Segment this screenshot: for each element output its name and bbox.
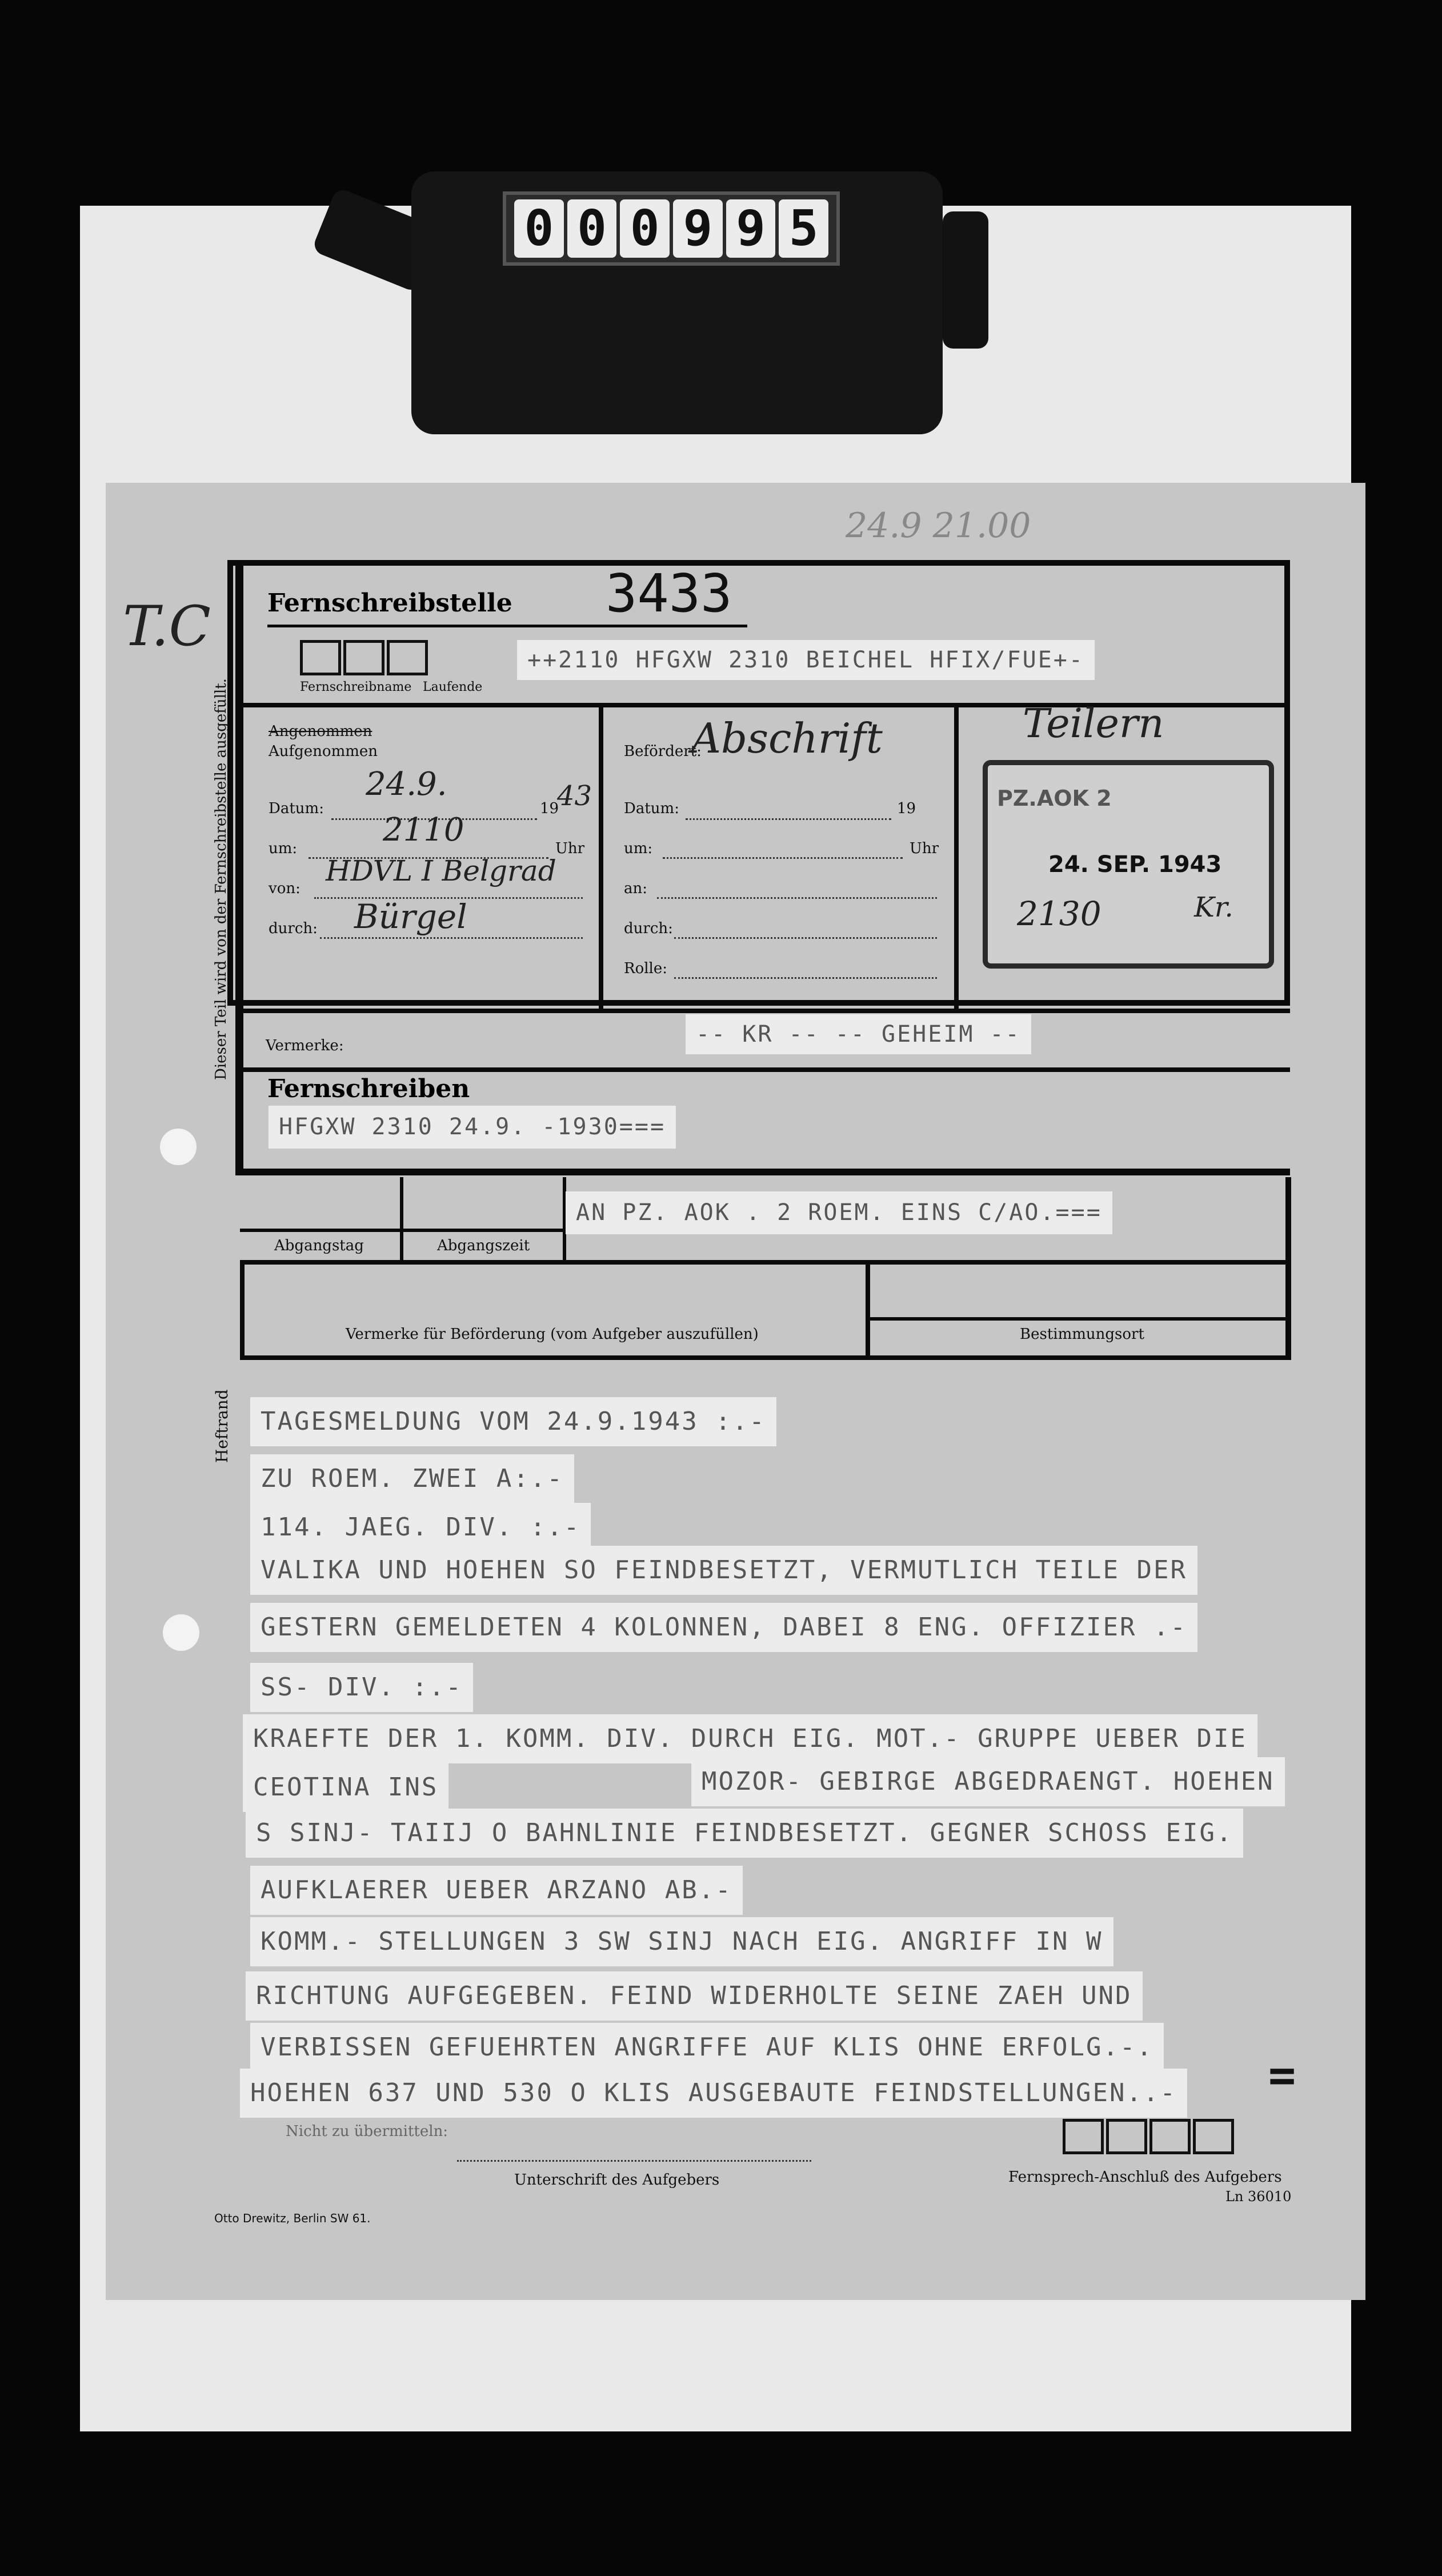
fernsprech-boxes <box>1063 2119 1236 2157</box>
fernsprech-label: Fernsprech-Anschluß des Aufgebers <box>1008 2169 1282 2186</box>
dotted-line <box>674 937 937 939</box>
fernschreiben-line: HFGXW 2310 24.9. -1930=== <box>269 1106 676 1149</box>
box-bottom <box>235 1169 1290 1175</box>
fwd-um-label: um: <box>624 840 653 857</box>
counter-digit: 9 <box>673 199 723 258</box>
end-mark: = <box>1268 2049 1296 2102</box>
dotted-line <box>320 937 583 939</box>
header-underline <box>267 625 747 627</box>
datum-value: 24.9. <box>366 766 447 803</box>
message-line: AUFKLAERER UEBER ARZANO AB.- <box>250 1866 743 1915</box>
phone-box <box>1106 2119 1147 2154</box>
counter-digit: 0 <box>514 199 564 258</box>
message-line: KOMM.- STELLUNGEN 3 SW SINJ NACH EIG. ANGRIFF IN W <box>250 1917 1113 1966</box>
fwd-rolle-label: Rolle: <box>624 960 668 977</box>
fwd-year-prefix: 19 <box>897 800 916 817</box>
counter-digit: 9 <box>726 199 776 258</box>
form-number: Ln 36010 <box>1225 2189 1292 2205</box>
fwd-an-label: an: <box>624 880 648 897</box>
punch-hole-upper <box>160 1129 197 1165</box>
header-number: 3433 <box>606 563 732 624</box>
angenommen-label: Angenommen <box>269 723 372 740</box>
durch-value: Bürgel <box>354 897 467 936</box>
col-divider <box>866 1260 870 1360</box>
left-margin-note: T.C <box>123 594 211 658</box>
datum-label: Datum: <box>269 800 324 817</box>
name-box <box>300 640 341 675</box>
stamp-handwritten-initials: Kr. <box>1194 891 1233 923</box>
durch-label: durch: <box>269 920 318 937</box>
vermerke-strip: -- KR -- -- GEHEIM -- <box>686 1014 1031 1054</box>
abgang-divider <box>400 1177 403 1263</box>
printer-credit: Otto Drewitz, Berlin SW 61. <box>214 2211 371 2225</box>
vermerke-befoerderung-label: Vermerke für Beförderung (vom Aufgeber auszufüllen) <box>346 1326 759 1343</box>
message-line: 114. JAEG. DIV. :.- <box>250 1503 591 1552</box>
befoerdert-value: Abschrift <box>691 714 883 762</box>
fernschreibname-boxes <box>300 640 430 678</box>
dotted-line <box>657 897 937 899</box>
row-divider <box>240 1260 1290 1265</box>
name-box <box>387 640 428 675</box>
stamp-line1: PZ.AOK 2 <box>997 786 1112 811</box>
row-divider <box>235 1009 1290 1013</box>
abgangstag-label: Abgangstag <box>274 1237 364 1254</box>
message-line: RICHTUNG AUFGEGEBEN. FEIND WIDERHOLTE SEINE ZAEH UND <box>246 1971 1143 2021</box>
counter-digit: 5 <box>779 199 828 258</box>
dotted-line <box>663 857 903 859</box>
col-divider <box>599 703 603 1011</box>
dotted-line <box>674 977 937 979</box>
row-divider <box>235 1067 1290 1072</box>
address-line: AN PZ. AOK . 2 ROEM. EINS C/AO.=== <box>566 1191 1112 1234</box>
heftrand-label: Heftrand <box>213 1389 231 1463</box>
laufende-label: Laufende <box>423 680 483 694</box>
abgangszeit-label: Abgangszeit <box>437 1237 530 1254</box>
um-value: 2110 <box>383 811 464 849</box>
counter-digit: 0 <box>567 199 617 258</box>
col-divider <box>954 703 959 1011</box>
um-label: um: <box>269 840 298 857</box>
phone-box <box>1063 2119 1104 2154</box>
stamp-handwritten-number: 2130 <box>1017 894 1101 933</box>
message-line: TAGESMELDUNG VOM 24.9.1943 :.- <box>250 1397 776 1446</box>
fernschreibname-label: Fernschreibname <box>300 680 412 694</box>
fernschreiben-title: Fernschreiben <box>267 1074 470 1103</box>
message-line: ZU ROEM. ZWEI A:.- <box>250 1454 574 1503</box>
fwd-datum-label: Datum: <box>624 800 679 817</box>
von-value: HDVL I Belgrad <box>326 854 556 887</box>
fwd-uhr-label: Uhr <box>910 840 939 857</box>
von-label: von: <box>269 880 301 897</box>
name-box <box>343 640 384 675</box>
signature-line <box>457 2160 811 2162</box>
phone-box <box>1149 2119 1191 2154</box>
dotted-line <box>686 818 891 820</box>
routing-line: ++2110 HFGXW 2310 BEICHEL HFIX/FUE+- <box>517 640 1095 680</box>
uhr-label: Uhr <box>555 840 585 857</box>
year-prefix: 19 <box>540 800 559 817</box>
row-divider <box>240 1355 1290 1360</box>
top-pencil-note: 24.9 21.00 <box>846 506 1031 546</box>
message-line: MOZOR- GEBIRGE ABGEDRAENGT. HOEHEN <box>691 1757 1285 1806</box>
right-border <box>1285 1177 1291 1360</box>
left-border-bar <box>235 560 243 1174</box>
message-line: KRAEFTE DER 1. KOMM. DIV. DURCH EIG. MOT.- GRUPPE UEBER DIE <box>243 1714 1257 1763</box>
aufgenommen-label: Aufgenommen <box>269 743 378 760</box>
message-line: S SINJ- TAIIJ O BAHNLINIE FEINDBESETZT. GEGNER SCHOSS EIG. <box>246 1809 1243 1858</box>
header-title: Fernschreibstelle <box>267 589 512 618</box>
bestimmungsort-line <box>866 1317 1288 1321</box>
side-vertical-text: Dieser Teil wird von der Fernschreibstelle ausgefüllt. <box>213 678 230 1080</box>
fwd-durch-label: durch: <box>624 920 673 937</box>
vermerke-label: Vermerke: <box>266 1037 344 1054</box>
covered-label: Nicht zu übermitteln: <box>286 2123 448 2140</box>
left-border <box>240 1260 245 1360</box>
frame-counter-display <box>503 191 840 266</box>
message-line: VALIKA UND HOEHEN SO FEINDBESETZT, VERMUTLICH TEILE DER <box>250 1546 1197 1595</box>
message-line: SS- DIV. :.- <box>250 1663 473 1712</box>
counter-clip-right <box>943 211 988 349</box>
message-line: GESTERN GEMELDETEN 4 KOLONNEN, DABEI 8 ENG. OFFIZIER .- <box>250 1603 1197 1652</box>
unterschrift-label: Unterschrift des Aufgebers <box>514 2171 720 2189</box>
message-line: VERBISSEN GEFUEHRTEN ANGRIFFE AUF KLIS OHNE ERFOLG.-. <box>250 2023 1164 2072</box>
message-line: HOEHEN 637 UND 530 O KLIS AUSGEBAUTE FEINDSTELLUNGEN..- <box>240 2069 1187 2118</box>
bestimmungsort-label: Bestimmungsort <box>1020 1326 1144 1343</box>
stamp-handwritten-top: Teilern <box>1023 700 1164 747</box>
punch-hole-lower <box>163 1614 199 1651</box>
counter-digit: 0 <box>620 199 670 258</box>
year-value: 43 <box>557 780 592 812</box>
phone-box <box>1193 2119 1234 2154</box>
befoerdert-label: Befördert: <box>624 743 702 760</box>
message-line: CEOTINA INS <box>243 1763 448 1812</box>
stamp-date: 24. SEP. 1943 <box>1048 851 1222 878</box>
